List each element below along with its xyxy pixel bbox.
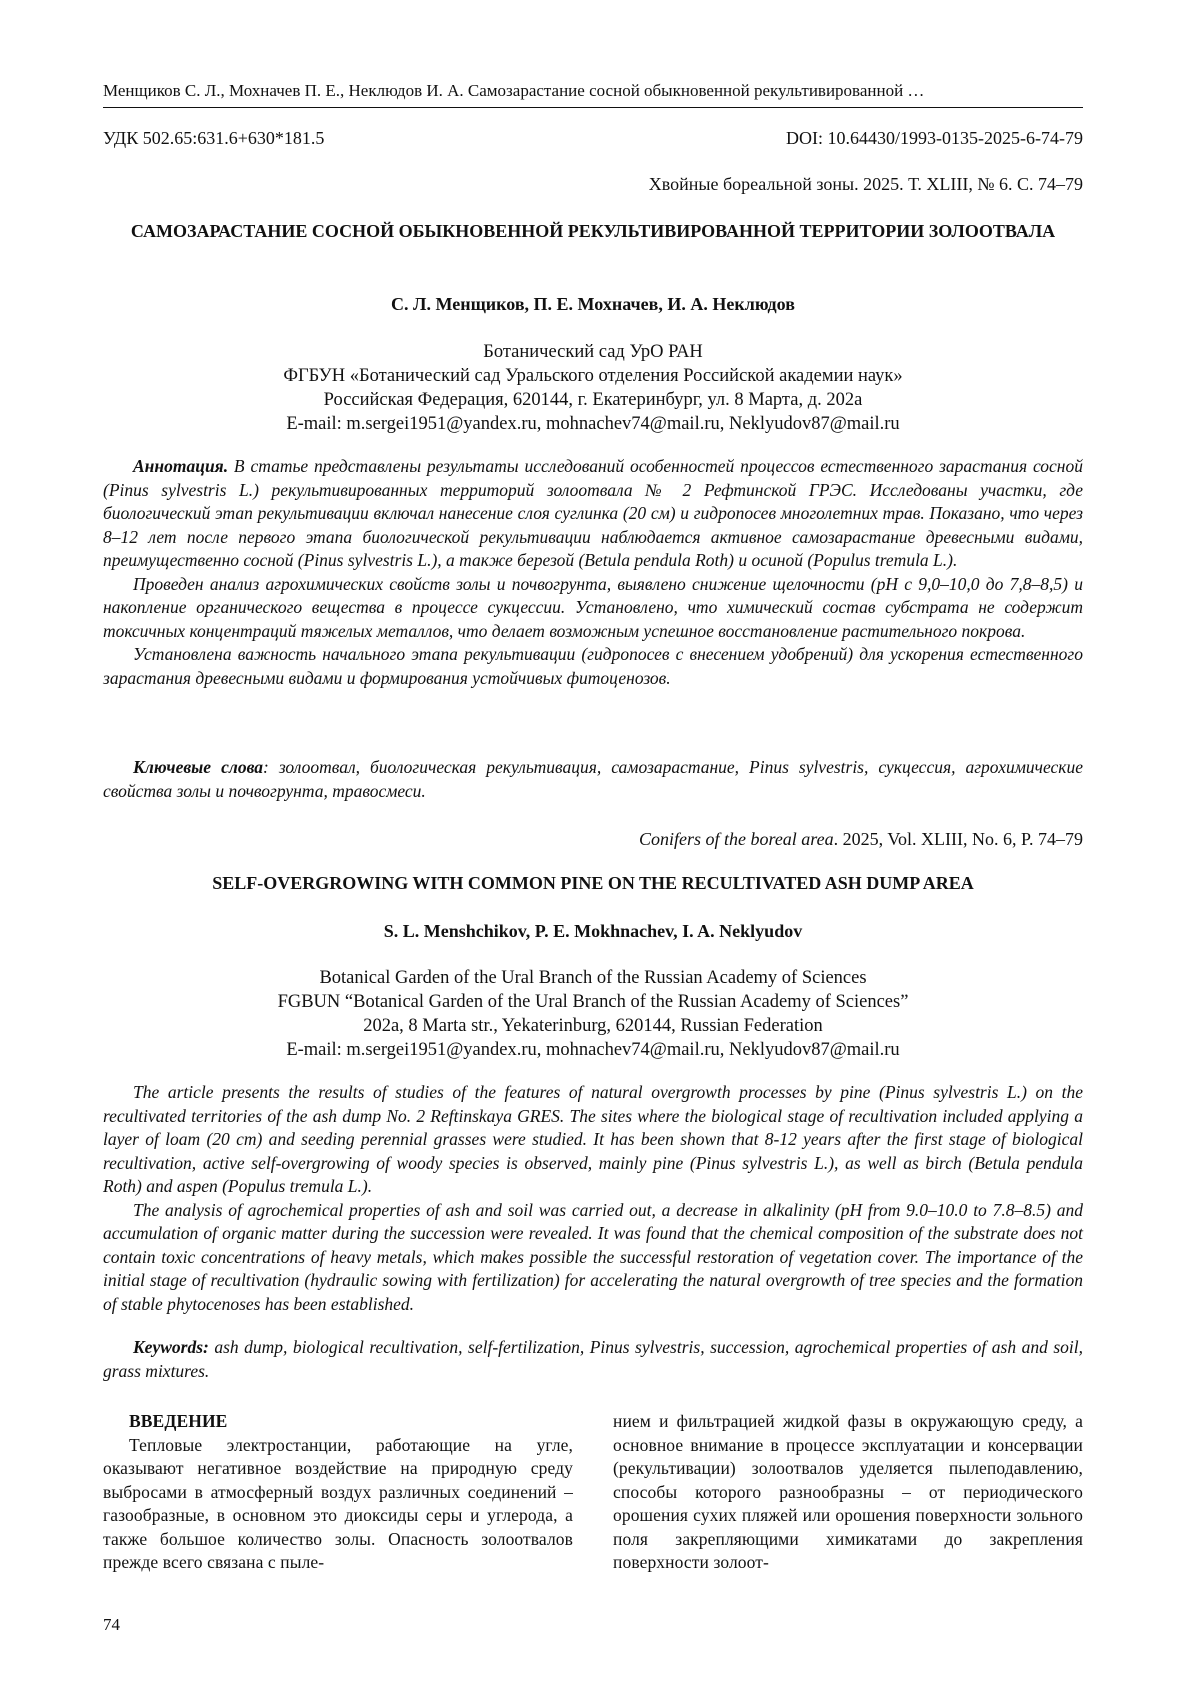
- keywords-text: : золоотвал, биологическая рекультивация, самозарастание, Pinus sylvestris, сукцессия, агрохимические свойства золы и почвогрунта, травосмеси.: [103, 757, 1083, 801]
- column-right: [613, 1410, 1083, 1575]
- affiliation-line: Botanical Garden of the Ural Branch of the Russian Academy of Sciences: [319, 968, 867, 988]
- authors-ru: С. Л. Менщиков, П. Е. Мохначев, И. А. Неклюдов: [391, 294, 795, 314]
- keywords-ru: [103, 756, 1083, 803]
- body-columns: [103, 1410, 1083, 1575]
- header-rule: [103, 107, 1083, 108]
- page-number: 74: [103, 1615, 120, 1634]
- abstract-paragraph: The article presents the results of studies of the features of natural overgrowth processes by pine (Pinus sylvestris L.) on the recultivated territories of the ash dump No. 2 Reftinskaya GRES. The sites where the biological stage of recultivation included applying a layer of loam (20 cm) and seeding perennial grasses were studied. It has been shown that 8-12 years after the first stage of biological recultivation, active self-overgrowing of woody species is observed, mainly pine (Pinus sylvestris L.), as well as birch (Betula pendula Roth) and aspen (Populus tremula L.).: [103, 1082, 1083, 1196]
- keywords-en: [103, 1336, 1083, 1383]
- abstract-en: [103, 1081, 1083, 1316]
- authors-en: S. L. Menshchikov, P. E. Mokhnachev, I. A. Neklyudov: [383, 921, 803, 941]
- abstract-paragraph: Установлена важность начального этапа рекультивации (гидропосев с внесением удобрений) для ускорения естественного зарастания древесными видами и формирования устойчивых фитоценозов.: [103, 644, 1083, 688]
- keywords-text: ash dump, biological recultivation, self-fertilization, Pinus sylvestris, succession, agrochemical properties of ash and soil, grass mixtures.: [103, 1337, 1083, 1381]
- abstract-paragraph: В статье представлены результаты исследований особенностей процессов естественного зарастания сосной (Pinus sylvestris L.) рекультивированных территорий золоотвала № 2 Рефтинской ГРЭС. Исследованы участки, где биологический этап рекультивации включал нанесение слоя суглинка (20 см) и гидропосев многолетних трав. Показано, что через 8–12 лет после первого этапа биологической рекультивации наблюдается активное самозарастание древесными видами, преимущественно сосной (Pinus sylvestris L.), а также березой (Betula pendula Roth) и осиной (Populus tremula L.).: [103, 456, 1083, 570]
- affiliation-ru: [103, 340, 1083, 436]
- section-heading: ВВЕДЕНИЕ: [129, 1411, 228, 1431]
- affiliation-en: [103, 966, 1083, 1062]
- journal-citation-en: [639, 829, 1083, 850]
- affiliation-line: FGBUN “Botanical Garden of the Ural Branch of the Russian Academy of Sciences”: [277, 992, 909, 1012]
- running-head: Менщиков С. Л., Мохначев П. Е., Неклюдов И. А. Самозарастание сосной обыкновенной рекультивированной …: [103, 81, 925, 100]
- column-left: [103, 1410, 573, 1575]
- affiliation-line: 202a, 8 Marta str., Yekaterinburg, 620144, Russian Federation: [363, 1016, 823, 1036]
- affiliation-line: Российская Федерация, 620144, г. Екатеринбург, ул. 8 Марта, д. 202а: [323, 390, 863, 410]
- udk-code: УДК 502.65:631.6+630*181.5: [103, 128, 325, 148]
- affiliation-line: ФГБУН «Ботанический сад Уральского отделения Российской академии наук»: [283, 366, 903, 386]
- abstract-paragraph: The analysis of agrochemical properties of ash and soil was carried out, a decrease in alkalinity (pH from 9.0–10.0 to 7.8–8.5) and accumulation of organic matter during the succession were revealed. It was found that the chemical composition of the substrate does not contain toxic concentrations of heavy metals, which makes possible the successful restoration of vegetation cover. The importance of the initial stage of recultivation (hydraulic sowing with fertilization) for accelerating the natural overgrowth of tree species and the formation of stable phytocenoses has been established.: [103, 1199, 1083, 1314]
- title-ru: САМОЗАРАСТАНИЕ СОСНОЙ ОБЫКНОВЕННОЙ РЕКУЛЬТИВИРОВАННОЙ ТЕРРИТОРИИ ЗОЛООТВАЛА: [130, 221, 1056, 241]
- keywords-label: Keywords:: [133, 1337, 209, 1357]
- journal-name-en: Conifers of the boreal area: [638, 829, 834, 849]
- keywords-label: Ключевые слова: [133, 757, 264, 777]
- journal-citation-ru: Хвойные бореальной зоны. 2025. Т. XLIII, № 6. С. 74–79: [648, 174, 1083, 194]
- abstract-ru: [103, 455, 1083, 690]
- affiliation-line: Ботанический сад УрО РАН: [483, 342, 703, 362]
- abstract-paragraph: Проведен анализ агрохимических свойств золы и почвогрунта, выявлено снижение щелочности (рН с 9,0–10,0 до 7,8–8,5) и накопление органического вещества в процессе сукцессии. Установлено, что химический состав субстрата не содержит токсичных концентраций тяжелых металлов, что делает возможным успешное восстановление растительного покрова.: [103, 573, 1083, 641]
- affiliation-line: E-mail: m.sergei1951@yandex.ru, mohnachev74@mail.ru, Neklyudov87@mail.ru: [286, 414, 900, 434]
- body-paragraph: Тепловые электростанции, работающие на угле, оказывают негативное воздействие на природную среду выбросами в атмосферный воздух различных соединений – газообразные, в основном это диоксиды серы и углерода, а также большое количество золы. Опасность золоотвалов прежде всего связана с пыле-: [103, 1434, 573, 1572]
- journal-volume-en: . 2025, Vol. XLIII, No. 6, P. 74–79: [833, 829, 1083, 849]
- affiliation-line: E-mail: m.sergei1951@yandex.ru, mohnachev74@mail.ru, Neklyudov87@mail.ru: [286, 1040, 900, 1060]
- body-paragraph: нием и фильтрацией жидкой фазы в окружающую среду, а основное внимание в процессе эксплуатации и консервации (рекультивации) золоотвалов уделяется пылеподавлению, способы которого разнообразны – от периодического орошения сухих пляжей или орошения поверхности зольного поля закрепляющими химикатами до закрепления поверхности золоот-: [613, 1411, 1083, 1572]
- title-en: SELF-OVERGROWING WITH COMMON PINE ON THE RECULTIVATED ASH DUMP AREA: [212, 873, 974, 893]
- abstract-label: Аннотация.: [133, 456, 229, 476]
- doi: DOI: 10.64430/1993-0135-2025-6-74-79: [786, 128, 1083, 148]
